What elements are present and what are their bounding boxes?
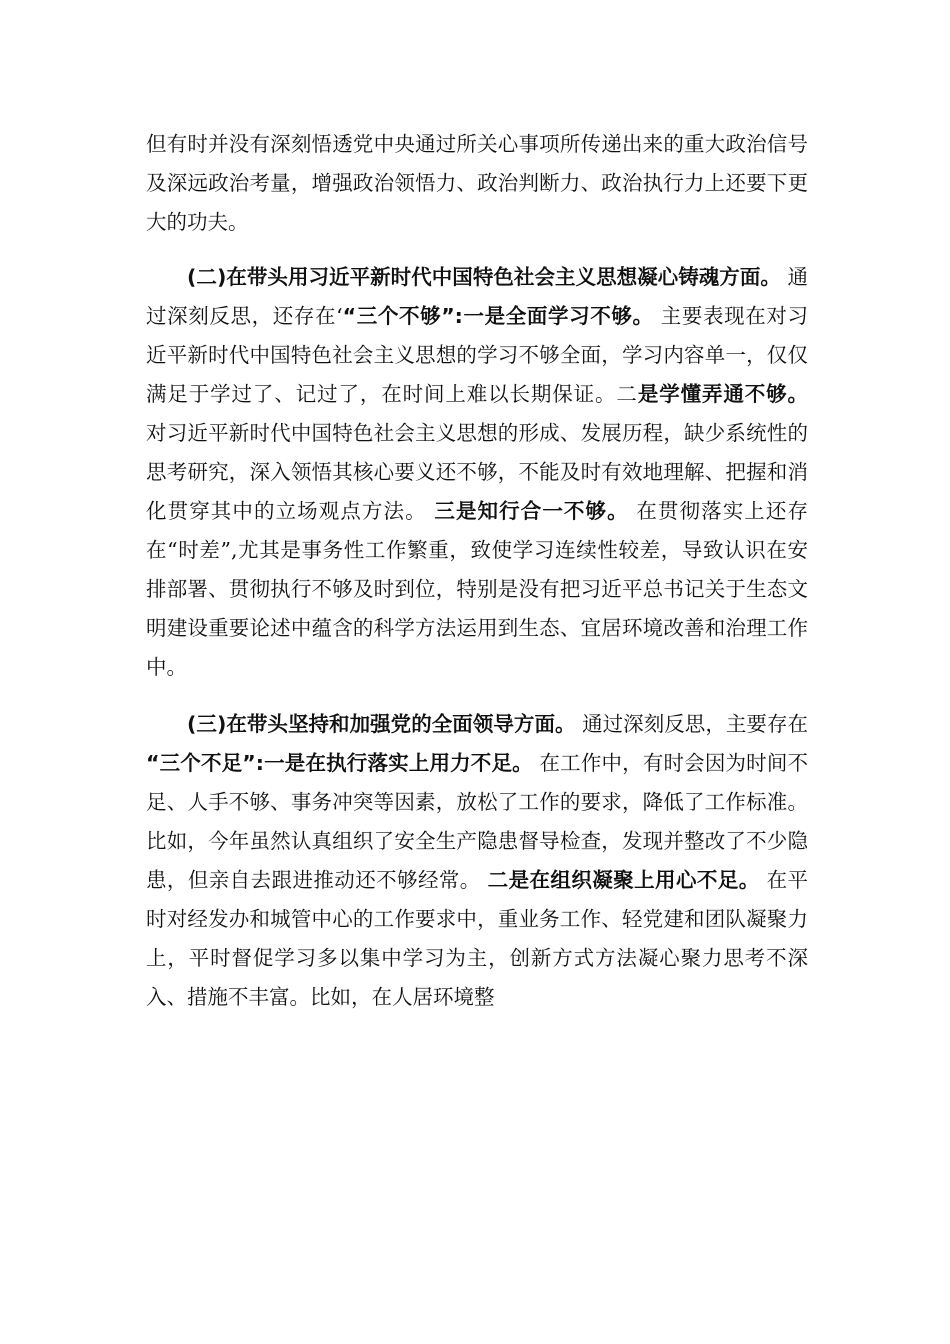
text-run: 主要表现在对习近平新时代中国特色社会主义思想的学习不够全面，学习内容单一，仅仅满足于学过了、记过了，在时间上难以长期保证。二 [146, 304, 808, 406]
bold-run: 是学懂弄通不够。 [637, 382, 809, 406]
paragraph-1 [146, 125, 808, 242]
paragraph-2 [146, 258, 808, 687]
text-run: 通过深刻反思，还存在‘ [146, 265, 808, 328]
section-three [146, 705, 808, 1017]
text-run: 通过深刻反思，主要存在 [575, 712, 808, 736]
bold-run: 三是知行合一不够。 [434, 499, 629, 523]
section-two-heading: (二)在带头用习近平新时代中国特色社会主义思想凝心铸魂方面。 [187, 265, 781, 289]
section-three-heading: (三)在带头坚持和加强党的全面领导方面。 [187, 712, 576, 736]
text-run: 在平时对经发办和城管中心的工作要求中，重业务工作、轻党建和团队凝聚力上，平时督促学习多以集中学习为主，创新方式方法凝心聚力思考不深入、措施不丰富。比如，在人居环境整 [146, 868, 808, 1009]
text-run: 但有时并没有深刻悟透党中央通过所关心事项所传递出来的重大政治信号及深远政治考量，增强政治领悟力、政治判断力、政治执行力上还要下更大的功夫。 [146, 132, 808, 234]
text-run: 对习近平新时代中国特色社会主义思想的形成、发展历程，缺少系统性的思考研究，深入领悟其核心要义还不够，不能及时有效地理解、把握和消化贯穿其中的立场观点方法。 [146, 421, 808, 523]
bold-run: “三个不够”:一是全面学习不够。 [342, 304, 654, 328]
paragraph-3 [146, 705, 808, 1017]
bold-run: 二是在组织凝聚上用心不足。 [487, 868, 760, 892]
text-run: 在工作中，有时会因为时间不足、人手不够、事务冲突等因素，放松了工作的要求，降低了工作标准。比如，今年虽然认真组织了安全生产隐患督导检查，发现并整改了不少隐患，但亲自去跟进推动还不够经常。 [146, 751, 808, 892]
section-two [146, 258, 808, 687]
text-run: 在贯彻落实上还存在“时差”,尤其是事务性工作繁重，致使学习连续性较差，导致认识在安排部署、贯彻执行不够及时到位，特别是没有把习近平总书记关于生态文明建设重要论述中蕴含的科学方法运用到生态、宜居环境改善和治理工作中。 [146, 499, 808, 679]
paragraph-continuation [146, 125, 808, 242]
bold-run: “三个不足”:一是在执行落实上用力不足。 [146, 751, 533, 775]
